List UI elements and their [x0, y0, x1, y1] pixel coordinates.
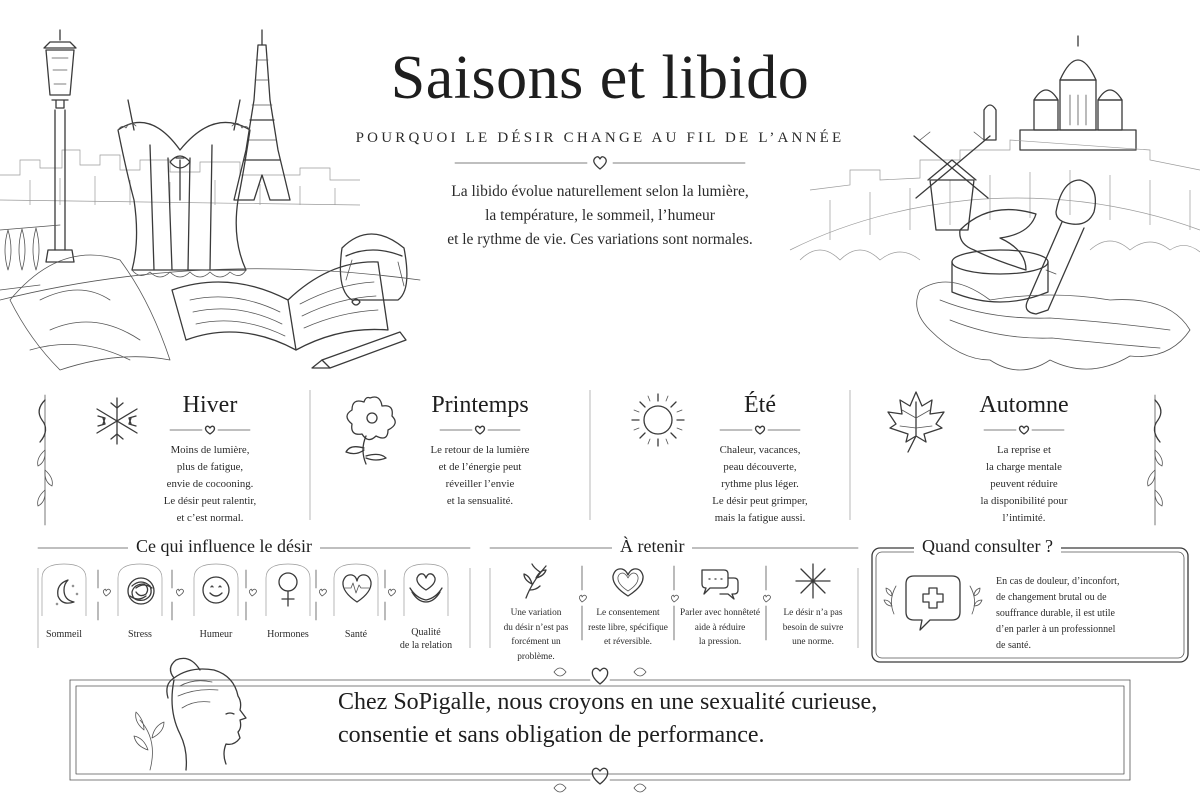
heart-divider — [440, 424, 520, 436]
street-lamp-icon — [44, 30, 76, 262]
consult-line: En cas de douleur, d’inconfort, — [996, 576, 1120, 587]
season-line: la charge mentale — [986, 461, 1062, 473]
sparkle-icon — [794, 562, 832, 600]
season-title-spring: Printemps — [431, 392, 529, 418]
season-text-autumn — [954, 442, 1094, 527]
consult-text — [996, 574, 1166, 654]
heart-divider — [170, 424, 250, 436]
heart-icon — [610, 566, 646, 598]
season-text-spring — [410, 442, 550, 510]
consult-line: de santé. — [996, 640, 1031, 651]
intro-line: et le rythme de vie. Ces variations sont normales. — [447, 231, 753, 248]
season-text-winter — [140, 442, 280, 527]
title-heart-divider — [455, 152, 745, 174]
influence-label-stress: Stress — [128, 629, 152, 640]
smiley-face-icon — [200, 574, 232, 606]
season-card-autumn — [880, 388, 1120, 528]
drawstring-pouch-icon — [340, 234, 407, 300]
intro-line: la température, le sommeil, l’humeur — [485, 207, 715, 224]
corset-icon — [118, 100, 250, 277]
influence-label-health: Santé — [344, 629, 368, 640]
maple-leaf-icon — [884, 388, 948, 456]
season-line: Le désir peut ralentir, — [163, 495, 257, 507]
balcony-railing — [0, 225, 60, 290]
season-line: réveiller l’envie — [445, 478, 515, 490]
sprig-icon — [518, 562, 552, 600]
influence-items — [38, 560, 470, 660]
page-title: Saisons et libido — [390, 44, 810, 112]
banner-text — [338, 686, 1018, 752]
sun-icon — [628, 390, 688, 450]
heartbeat-icon — [340, 572, 374, 604]
season-text-summer — [690, 442, 830, 527]
season-line: La reprise et — [997, 444, 1051, 456]
round-box-icon — [952, 250, 1048, 302]
season-line: peuvent réduire — [990, 478, 1058, 490]
season-card-spring — [330, 388, 580, 528]
consult-title: Quand consulter ? — [914, 536, 1061, 557]
heart-divider — [720, 424, 800, 436]
sacre-coeur-icon — [984, 36, 1136, 150]
season-line: envie de cocooning. — [166, 478, 254, 490]
consult-line: souffrance durable, il est utile — [996, 608, 1115, 619]
couple-vibrator-icon — [960, 210, 1036, 270]
retain-title: À retenir — [612, 536, 692, 557]
retain-text-consent: Le consentement reste libre, spécifique et réversible. — [588, 608, 668, 647]
heart-in-hands-icon — [408, 570, 444, 606]
influence-label-mood: Humeur — [199, 629, 233, 640]
influence-label-sleep: Sommeil — [45, 629, 83, 640]
medical-chat-icon — [884, 566, 984, 646]
season-line: Le désir peut grimper, — [712, 495, 808, 507]
retain-text-talk: Parler avec honnêteté aide à réduire la pression. — [679, 608, 760, 647]
open-book-icon — [172, 262, 388, 350]
wand-massager-icon — [1026, 180, 1095, 314]
season-line: plus de fatigue, — [176, 461, 244, 473]
intro-line: La libido évolue naturellement selon la lumière, — [451, 183, 749, 200]
season-title-winter: Hiver — [182, 392, 238, 418]
banner-line: Chez SoPigalle, nous croyons en une sexualité curieuse, — [338, 689, 878, 715]
season-title-autumn: Automne — [979, 392, 1069, 418]
right-city-skyline — [790, 140, 1200, 250]
season-line: l’intimité. — [1002, 512, 1046, 524]
season-line: Moins de lumière, — [170, 444, 250, 456]
season-line: et c’est normal. — [176, 512, 244, 524]
season-line: mais la fatigue aussi. — [714, 512, 806, 524]
speech-bubbles-icon — [698, 564, 740, 600]
season-line: peau découverte, — [723, 461, 797, 473]
moon-stars-icon — [50, 574, 80, 608]
retain-items — [490, 560, 858, 660]
influence-icons — [38, 560, 470, 630]
venus-symbol-icon — [274, 570, 302, 610]
season-line: la disponibilité pour — [980, 495, 1068, 507]
consult-line: d’en parler à un professionnel — [996, 624, 1116, 635]
influence-label-hormones: Hormones — [267, 629, 309, 640]
season-line: Chaleur, vacances, — [719, 444, 801, 456]
influence-label-relationship: Qualité de la relation — [399, 627, 453, 651]
draped-silk-fabric — [10, 255, 170, 370]
snowflake-icon — [92, 396, 142, 446]
moulin-windmill-icon — [914, 132, 990, 230]
season-card-summer — [620, 388, 840, 528]
lace-lingerie — [917, 282, 1190, 370]
heart-divider — [984, 424, 1064, 436]
influences-title: Ce qui influence le désir — [128, 536, 320, 557]
woman-profile-illustration — [130, 650, 290, 780]
banner-line: consentie et sans obligation de performance. — [338, 722, 765, 748]
page-subtitle: POURQUOI LE DÉSIR CHANGE AU FIL DE L’ANNÉE — [355, 130, 845, 146]
season-line: rythme plus léger. — [721, 478, 799, 490]
retain-text-variation: Une variation du désir n’est pas forcément un problème. — [503, 608, 569, 662]
retain-text-norm: Le désir n’a pas besoin de suivre une norme. — [782, 608, 844, 647]
season-line: et de l’énergie peut — [438, 461, 522, 473]
intro-text — [400, 180, 800, 252]
flower-icon — [336, 390, 406, 466]
season-title-summer: Été — [744, 392, 776, 418]
consult-line: de changement brutal ou de — [996, 592, 1107, 603]
season-line: Le retour de la lumière — [430, 444, 530, 456]
season-card-winter — [80, 388, 300, 528]
tangled-knot-icon — [124, 574, 158, 608]
season-line: et la sensualité. — [446, 495, 514, 507]
